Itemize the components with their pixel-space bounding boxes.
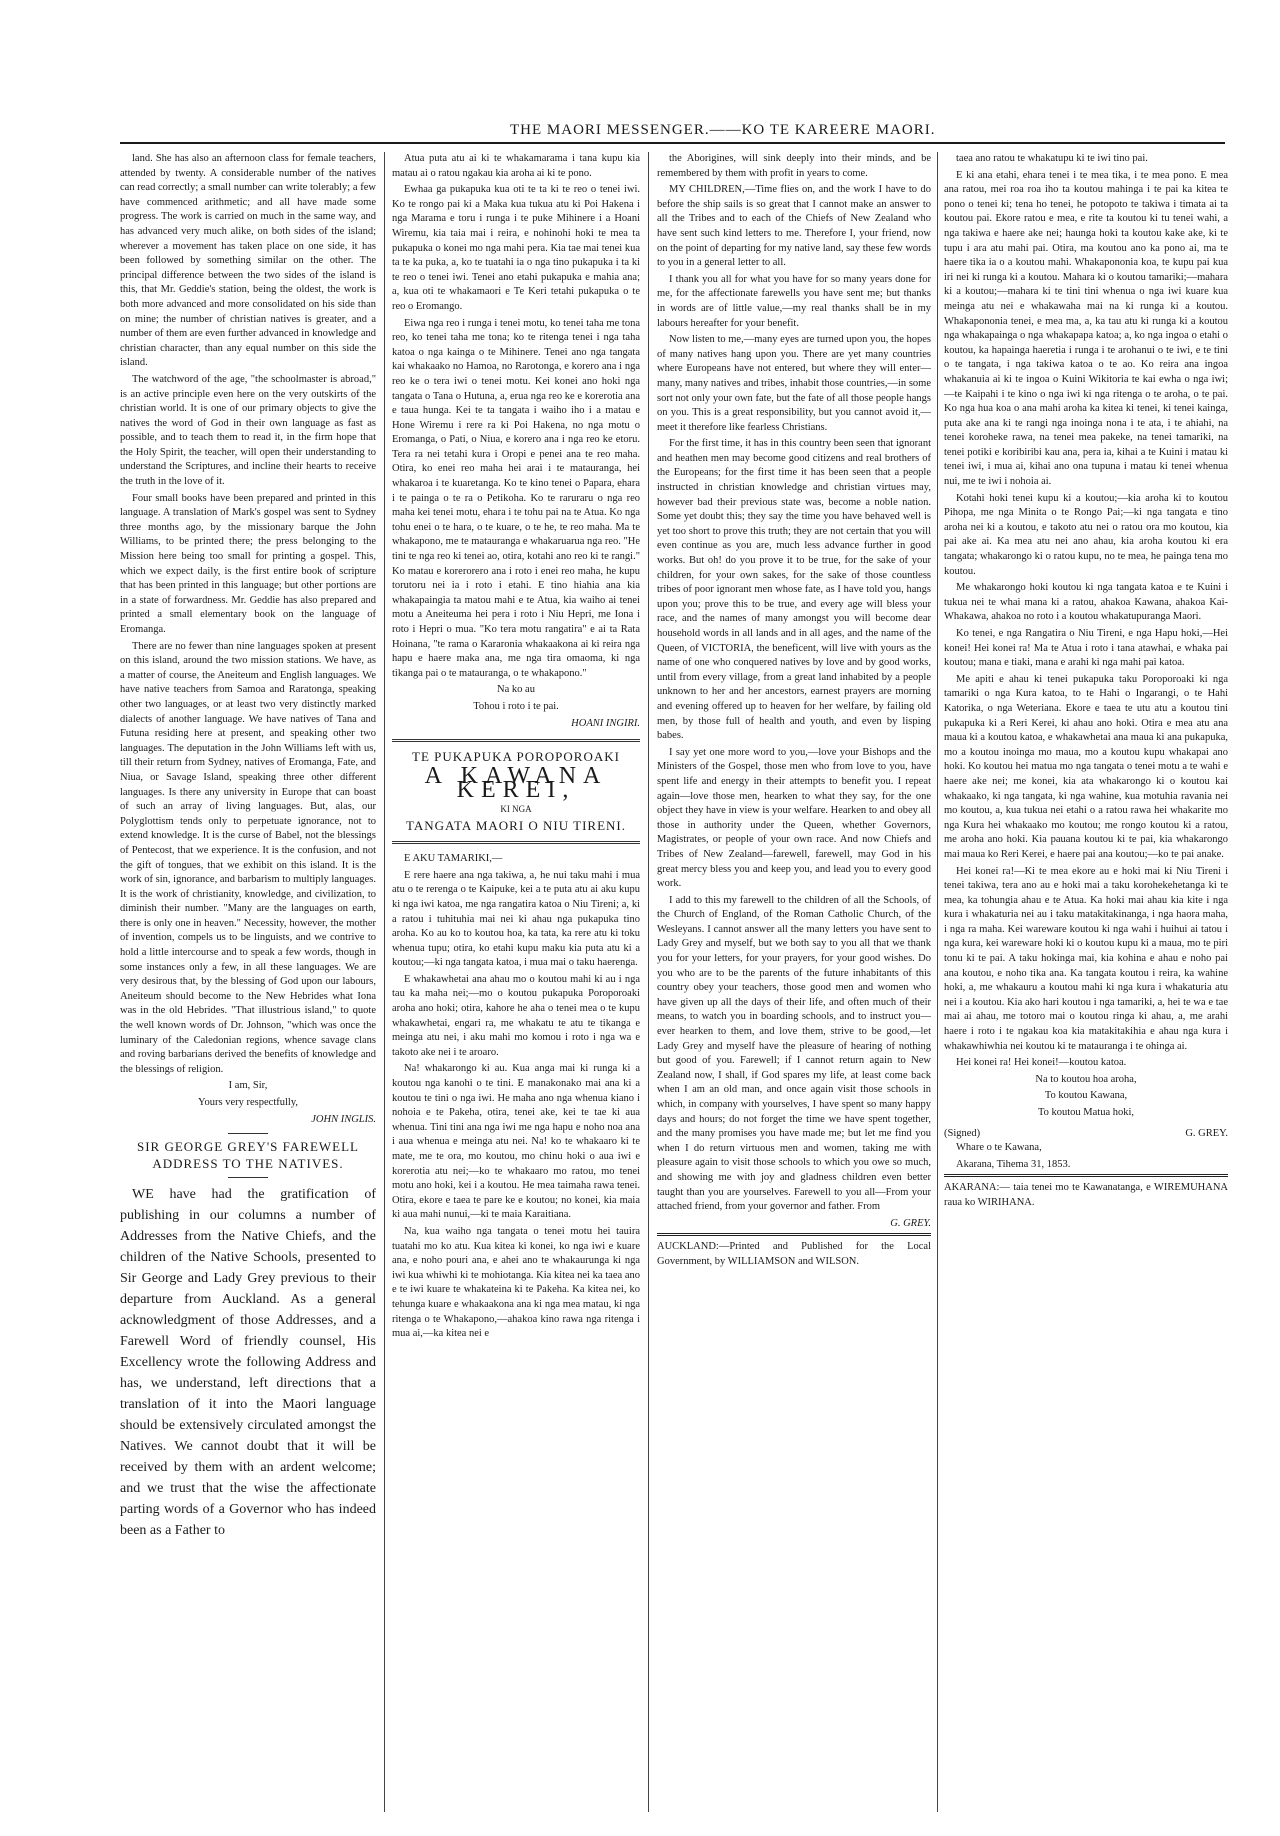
- article-subheading: ADDRESS TO THE NATIVES.: [152, 1155, 344, 1171]
- paragraph: Ewhaa ga pukapuka kua oti te ta ki te reo o tenei iwi. Ko te rongo pai ki a Maka kua tukua atu ki Poi Hakena i nga Marama e toru i runga i te puke Mihinere i a Hoani Wiremu, kia taia mai i reira, e nohinohi hoki te mea ta pukapuka o konei mo nga mahi pera. Kia tae mai tenei kua ta te ka puka, a, ko te tuatahi ia o nga tino pukapuka i ta ki te reo o tenei iwi. Tenei ano etahi pukapuka e mahia ana; a, kua oti te whakamaori e Te Keri tetahi pukapuka o te reo o Eromango.: [392, 184, 640, 312]
- letter-signature: G. GREY.: [890, 1217, 931, 1229]
- paragraph: Kotahi hoki tenei kupu ki a koutou;—kia aroha ki to koutou Pihopa, me nga Minita o te Rongo Pai;—ki nga tangata e tino aroha nei ki a koutou, e takoto atu nei o ratou ora mo koutou, kia pai ake ai. Ka mea atu nei ano ahau, kia aroha koutou ki era tangata; whakarongo ki o ratou kupu, no te mea, he painga tena mo koutou.: [944, 492, 1228, 577]
- letter-closing: To koutou Matua hoki,: [1037, 1107, 1135, 1118]
- salutation: E AKU TAMARIKI,—: [404, 853, 503, 865]
- paragraph: MY CHILDREN,—Time flies on, and the work I have to do before the ship sails is so great that I cannot make an answer to all the Tribes and to each of the Chiefs of New Zealand who have sent such kind letters to me. Therefore I, your friend, now on the point of departing for my native land, say these few words to you in a general letter to all.: [657, 184, 931, 269]
- dateline: Akarana, Tihema 31, 1853.: [956, 1158, 1071, 1170]
- paragraph: Me whakarongo hoki koutou ki nga tangata katoa e te Kuini i tukua nei te whai mana ki a ratou, ahakoa Kawana, ahakoa Kai-Whakawa, ahakoa no roto i a koutou whakatupuranga Maori.: [944, 582, 1228, 623]
- letter-signature: JOHN INGLIS.: [311, 1113, 376, 1125]
- signature-line: [944, 1127, 1228, 1142]
- column-divider: [937, 152, 938, 1812]
- paragraph: I add to this my farewell to the children of all the Schools, of the Church of England, of the Roman Catholic Church, of the Wesleyans. I cannot answer all the many letters you have sent to Lady Grey and myself, but we both say to you all that we thank you for your letters, for your prayers, for your good wishes. Do you who are to be the parents of the future inhabitants of this country obey your teachers, those good men and women who have given up all the days of their life, and often much of their means, to watch you in boarding schools, and to instruct you—ever hearken to them, and love them, strive to be good,—let Lady Grey and myself have the pleasure of hearing of nothing but good of you. Farewell; if I cannot return again to New Zealand now, I shall, if God spares my life, at least come back when I am an old man, and once again visit those schools in which, in company with yourselves, I have spent so many happy days and hours; do not forget the time we have spent together, and the many promises you have made me; but let me find you when I do return virtuous men and women, taking me with pleasure again to visit those schools to which you owe so much, and showing me with joy and gladness children even better taught than you are yourselves. Farewell to you all—From your attached friend, from your governor and father. From: [657, 894, 931, 1213]
- column-divider: [384, 152, 385, 1812]
- paragraph: land. She has also an afternoon class for female teachers, attended by twenty. A considerable number of the natives can read correctly; a small number can write tolerably; a few have commenced arithmetic; and all have made some progress. The work is carried on much in the same way, and has advanced very much alike, on both sides of the island; wherever a movement has taken place on one side, it has been followed by something similar on the other. The principal difference between the two sides of the island is this, that Mr. Geddie's station, being the oldest, the work is both more advanced and more consolidated on his side than on mine; the number of christian natives is greater, and a number of them are even further advanced in knowledge and christian character, than any equal number on this side the island.: [120, 153, 376, 369]
- letter-closing: I am, Sir,: [228, 1080, 268, 1092]
- newspaper-page: [40, 112, 1240, 1822]
- paragraph: Now listen to me,—many eyes are turned upon you, the hopes of many natives hang upon you. There are yet many countries where Europeans have not entered, but where they will enter—many, many natives and tribes, inhabit those countries,—in some sort not only your own fate, but the fate of all those people hangs on you. This is a great responsibility, but you cannot avoid it,—meet it therefore like fearless Christians.: [657, 334, 931, 433]
- letter-closing: Yours very respectfully,: [197, 1097, 299, 1108]
- letter-closing: Na ko au: [497, 684, 535, 696]
- paragraph: For the first time, it has in this country been seen that ignorant and heathen men may become good citizens and real brothers of the Europeans; for the first time it has been seen that a people instructed in christian knowledge and christian virtues may, however bad their previous state was, become a noble nation. Some yet doubt this; they say the time you have behaved well is yet too short to prove this truth; they are not certain that you will even continue as you are, much less advance further in good works. But oh! do you prove it to be true, for the sake of your children, for your own sakes, for the sake of those countless tribes of poor ignorant men whose fate, as I have told you, hangs upon you; prove this to be true, and every age will bless your race, and the names of many amongst you will become dear household words in all lands and in all ages, and the name of the Queen, of VICTORIA, the beneficent, will live with yours as the name of one who conquered natives by love and by good works, until from every village, from a great land inhabited by a people unknown to her and her ancestors, earnest prayers are morning and evening offered up to heaven for her welfare, by failing old men, by those full of health and youth, and even by lisping babes.: [657, 438, 931, 742]
- section-rule: [392, 739, 640, 742]
- paragraph: Atua puta atu ai ki te whakamarama i tana kupu kia matau ai o ratou ngakau kia aroha ai ki te pono.: [392, 153, 640, 179]
- paragraph: Na! whakarongo ki au. Kua anga mai ki runga ki a koutou nga kanohi o te tini. E manakonako mai ana ki a koutou te tini o nga iwi. He maha ano nga whenua kiano i nohoia e te Pakeha, otira, tenei ake, kei te tae ki aua whenua. Tini tini ana nga iwi me nga hapu e noho noa ana i aua whenua e meinga atu nei. Na! ko te whakaaro ki te mate, me te ora, mo koutou, mo chinu hoki o aua iwi e korerotia atu nei;—ko te whakaaro mo ratou, mo tenei motu ano hoki, kei i a koutou. He mea taimaha rawa tenei. Otira, ekore e taea te pare ke e koutou; no konei, kia maia ki aua mahi nunui,—ki te maia Karaitiana.: [392, 1063, 640, 1221]
- section-rule: [228, 1177, 268, 1178]
- letter-signature: G. GREY.: [1185, 1127, 1228, 1139]
- article-intro: WE have had the gratification of publishing in our columns a number of Addresses from the Native Chiefs, and the children of the Native Schools, presented to Sir George and Lady Grey previous to their departure from Auckland. As a general acknowledgment of those Addresses, and a Farewell Word of friendly counsel, His Excellency wrote the following Address and has, we understand, left directions that a translation of it into the Maori language should be extensively circulated amongst the Natives. We cannot doubt that it will be received by them with an ardent welcome; and we trust that the wise the affectionate parting words of a Governor who has indeed been as a Father to: [120, 1187, 376, 1539]
- paragraph: I thank you all for what you have for so many years done for me, for the affectionate farewells you have sent me; but thanks in words are of little value,—my real thanks shall be in my labours hereafter for your benefit.: [657, 273, 931, 329]
- article-heading: TE PUKAPUKA POROPOROAKI: [412, 749, 620, 765]
- paragraph: Eiwa nga reo i runga i tenei motu, ko tenei taha me tona reo, ko tenei taha me tona; ko te ritenga tenei i nga taha katoa o nga kainga o te Mihinere. Tenei ano nga tangata kai whakaako no Hamoa, no Rarotonga, e korero ana i nga reo ke o tera iwi o tenei motu. Kei konei ano hoki nga tangata o Tana o Hutuna, a, erua nga reo ke e korerotia ana e taua hunga. Kei te ta tangata i waiho iho i a matau e Hone Wiremu i rere ra ki Poi Hakena, no nga motu o Eromanga, o Pati, o Niua, e korero ana i nga reo ke etoru. Tera ra nei tetahi kura i Oropi e penei ana te reo maha. Otira, ko enei reo maha hei arai i te matauranga, hei whakaroa i te kuaretanga. Ko te kino tenei o Papara, ehara i te painga o te ra o Petikoha. Ko te raruraru o nga reo maha kei tenei motu, ehara i te tohu pai na te Atua. Ko nga tohu enei o te hara, o te kuare, o te he, te reo maha. Ma te whakapono, me te matauranga e whakaruarua nga reo. "He tini te nga reo ki tenei ao, otira, kotahi ano reo ki te rangi." Ko matau e korerorero ana i roto i enei reo maha, he kupu torutoru nei ia i roto i etahi. E tino hiahia ana kia whakapaingia ta matou mahi e te Atua, kia waiho ai tenei motu a Aneiteuma hei pera i roto i Niu Hepri, me Iona i roto i Hepri o mua. "Ko tera motu rangatira" e ai ta Rata Hoinana, "te rama o Kararonia whakaakona ai ki reira nga hapu e haere maka ana, me nga tira omaoma, ki nga tikanga pai o te matauranga, o te whakapono.": [392, 317, 641, 679]
- page-header: THE MAORI MESSENGER.——KO TE KAREERE MAORI.: [510, 122, 936, 138]
- paragraph: the Aborigines, will sink deeply into their minds, and be remembered by them with profit in years to come.: [657, 153, 931, 179]
- paragraph: E whakawhetai ana ahau mo o koutou mahi ki au i nga tau ka maha nei;—mo o koutou pukapuka Poroporoaki aroha ano hoki; otira, kahore he aha o tenei mea o te kupu whakawhetai, engari ra, me whakatu te atu te tikanga e meinga atu nei, i aku mahi mo komou i roto i nga wa e takoto ake nei i te aroaro.: [392, 973, 640, 1058]
- paragraph: Ko tenei, e nga Rangatira o Niu Tireni, e nga Hapu hoki,—Hei konei! Hei konei ra! Ma te Atua i roto i tana atawhai, e whaka pai koutou; mana e tiaki, mana e arahi ki nga mahi pai katoa.: [944, 628, 1228, 669]
- header-rule: [120, 142, 1225, 144]
- paragraph: E rere haere ana nga takiwa, a, he nui taku mahi i mua atu o te rerenga o te Kaipuke, kei a te puta atu ai aku kupu ki nga iwi katoa, me nga rangatira katoa o Niu Tireni; a, ki a ratou i tuhituhia mai nei ki ahau nga pukapuka tino aroha. Ko au ko to koutou hoa, ka tata, ka rere atu ki toku whenua tupu; otira, ko etahi kupu maku kia puta atu ki a koutou;—ki nga tangata katoa, i mua mai o taku haerenga.: [392, 869, 640, 969]
- paragraph: Hei konei ra! Hei konei!—koutou katoa.: [956, 1057, 1127, 1069]
- paragraph: taea ano ratou te whakatupu ki te iwi tino pai.: [956, 153, 1148, 164]
- article-subheading: TANGATA MAORI O NIU TIRENI.: [405, 817, 627, 833]
- column-2: [392, 152, 640, 1344]
- article-title: A KAWANA KEREI,: [424, 762, 608, 804]
- section-rule: [392, 841, 640, 844]
- paragraph: Me apiti e ahau ki tenei pukapuka taku Poroporoaki ki nga tamariki o nga Kura katoa, to te Hahi o Ingarangi, o te Hahi Katorika, o nga Weteriana. Ekore e taea te utu atu a koutou tini pukapuka ki a Reri Kerei, ki ahau ano hoki. Otira e mea atu ana maua ki a koutou katoa, e whakawhetai ana maua ki ana pukapuka, mo a koutou inoinga mo maua, mo a koutou kupu whakapai ano hoki. Ko koutou hei matua mo nga tangata o tenei motu a te wahi e haere ake nei; me konei, kia ata whakarongo ki o koutou kai whakaako, ki nga tangata, ki nga wahine, kua motuhia ravania nei mo koutou, a, kua tukua nei etahi o a ratou rawa hei whakarite mo nga Kura hei whakaako mo koutou; me rongo koutou ki a ratou, me aroha ano hoki. Kia pauana koutou ki te pai, kia whakarongo mai maua ko Reri Kerei, e haere pai ana koutou;—ko te pai anake.: [944, 673, 1228, 860]
- paragraph: Na, kua waiho nga tangata o tenei motu hei tauira tuatahi mo ko atu. Kua kitea ki konei, ko nga iwi e kuare ana, e noho pouri ana, e ahei ano te whakaurunga ki nga iwi kua whiwhi ki te mohiotanga. Kia kitea nei ka taea ano e te iwi kuare te whakateina ki te Pakeha. Ka kitea nei, ko tehunga kuare e whakaakona ana ki nga mea matau, ki nga ritenga o te Whakapono,—ahakoa kino rawa nga ritenga i mua ai,—ka kitea nei e: [392, 1225, 640, 1340]
- article-heading: SIR GEORGE GREY'S FAREWELL: [136, 1139, 359, 1155]
- letter-signature: HOANI INGIRI.: [571, 717, 640, 729]
- letter-closing: Na to koutou hoa aroha,: [1035, 1073, 1137, 1085]
- paragraph: There are no fewer than nine languages spoken at present on this island, around the two mission stations. We have, as a matter of course, the Aneiteum and English languages. We have native teachers from Samoa and Raratonga, speaking other two languages, or at least two very distinctly marked dialects of another language. We have natives of Tana and Futuna residing here at present, and speaking other two languages. The deputation in the John Williams left with us, till their return from Sydney, natives of Eromanga, Fate, and Niua, or Savage Island, speaking three other different languages. Is there any university in Europe that can boast of such an array of living languages. But, alas, our Polyglottism tends only to perpetuate ignorance, not to extend knowledge. It is the curse of Babel, not the blessings of Pentecost, that we experience. It is the confusion, and not the gift of tongues, that we exhibit on this island. It is the work of sin, ignorance, and barbarism to multiply languages. It is the work of christianity, knowledge, and civilization, to diminish their number. "Many are the languages on earth, there is only one in heaven." Necessity, however, the mother of invention, compels us to be linguists, and we contrive to hold a little intercourse and to speak a few words, though in some instances only a few, in all these languages. We are very desirous that, by the blessing of God upon our labours, Aneiteum should become to the New Hebrides what Iona was in the old Hebrides. "That illustrious island," to quote the well known words of Dr. Johnson, "which was once the luminary of the Caledonian regions, whence savage clans and roving barbarians derived the benefits of knowledge and the blessings of religion.: [120, 640, 376, 1075]
- column-divider: [648, 152, 649, 1812]
- column-4: [944, 152, 1228, 1213]
- paragraph: E ki ana etahi, ehara tenei i te mea tika, i te mea pono. E mea ana ratou, mei roa roa iho ta koutou mahinga i te pai ka kitea te pono o tenei ki; tena ho tenei, he potopoto te takiwa i timata ai ta koutou pai. Ekore ratou e mea, e rite ta koutou ki tu tenei wahi, a nga takiwa e haere ake nei; haunga hoki ta koutou kake ake, ki te tupu i ara atu mahi pai. Otira, ma koutou ano ka pono ai, ma te haere tika ia o a koutou mahi. Whakapononia koa, te kupu pai kua iri nei ki runga ki a koutou. Mahara ki o koutou tamariki;—mahara ki a koutou;—mahara ki te tini tini whenua o nga iwi kuare kua meinga atu nei e whakawaha mai na ki runga ki a koutou. Whakapononia tenei, e mea ma, a, ka tau atu ki runga ki a koutou nga whakapainga o nga whakapapa katoa; a, ko nga ingoa o etahi o koutou, ka hapainga haeretia i runga i te arohanui o te iwi, e te tini o te tangata, i nga takiwa katoa o te ao. Ko reira ana ingoa whakanuia ai ki te ingoa o Kuini Wikitoria te kai ewha o nga iwi;—te Kaipahi i te kino o nga iwi ki nga ritenga o te aroha, o te pai. Ko nga hua koa o ana mahi aroha ka kitea ki tenei, ki tenei kainga, puta ake ana ki te rangi nga inoinga nona i te ata, i te ahiahi, na tenei koroheke rawa, na tenei mea pakeke, na tenei tamariki, na tenei potiki e koribiribi kau ana, pera ia, kihai a te Kuini i matau ki tenei iwi, i mua ai, kihai ano ona tupuna i matau ki tenei whenua nui, me te iwi i nohoia ai.: [944, 169, 1228, 488]
- signed-label: (Signed): [944, 1127, 981, 1139]
- paragraph: The watchword of the age, "the schoolmaster is abroad," is an active principle even here on the very outskirts of the christian world. It is one of our primary objects to give the natives the word of God in their own language as fast as possible, and to teach them to read it, in the firm hope that the Holy Spirit, the teacher, will open their understanding to understand the Scriptures, and incline their hearts to receive the truth in the love of it.: [120, 373, 376, 488]
- paragraph: Hei konei ra!—Ki te mea ekore au e hoki mai ki Niu Tireni i tenei takiwa, tera ano au e hoki mai a taku korohekehetanga ki te mea, ka tohungia ahau e te Atua. Ka hoki mai ahau kia kite i nga kura i whakaturia nei au i taku matakitakinanga, i nga haora maha, i nga ra maha. Kei wareware koutou ki nga wahi i huihui ai tatou i nga kura, kei wareware hoki ki o koutou kupu ki a maua, mo te piri tonu ki te pai. A taku hokinga mai, kia kohina e ahau e noho pai ana koutou, e noho tika ana. Ka tangata koutou i reira, ka wahine hoki, a, me whakauru a koutou mahi ki nga kura i whakaturia atu nei i a koutou. Kia ako hari koutou i nga tamariki, a, hei te wa e tae mai ai ahau, me totoro mai o koutou ringa ki ahau, a, me arahi haere i roto i te ngakau koa kia matakitakihia e ahau nga kura i whakawhiwhia nei koutou ki te matauranga i te ohinga ai.: [944, 865, 1228, 1052]
- paragraph: I say yet one more word to you,—love your Bishops and the Ministers of the Gospel, those men who from love to you, have spent life and energy in their attempts to benefit you. I repeat again—love those men, hearken to what they say, for the one object they have in view is your welfare. Hearken to and obey all those in authority under the Queen, whether Governors, Magistrates, or people of your own race. And now Chiefs and Tribes of New Zealand—farewell, farewell, may God in his great mercy bless you and keep you, and lead you to every good work.: [657, 746, 931, 890]
- letter-closing: Tohou i roto i te pai.: [473, 700, 559, 712]
- article-heading-ki: KI NGA: [500, 803, 532, 814]
- section-rule: [228, 1133, 268, 1134]
- dateline: Whare o te Kawana,: [956, 1142, 1042, 1154]
- paragraph: Four small books have been prepared and printed in this language. A translation of Mark's gospel was sent to Sydney three months ago, by the missionary barque the John Williams, to be printed there; the press belonging to the Mission here being too small for printing a gospel. This, which we expect daily, is the first entire book of scripture that has been printed in this language; but other portions are in a state of forwardness. Mr. Geddie has also prepared and printed a small elementary book on the language of Eromanga.: [120, 492, 376, 635]
- imprint: AUCKLAND:—Printed and Published for the Local Government, by WILLIAMSON and WILSON.: [657, 1233, 931, 1269]
- imprint: AKARANA:— taia tenei mo te Kawanatanga, e WIREMUHANA raua ko WIRIHANA.: [944, 1174, 1228, 1210]
- letter-closing: To koutou Kawana,: [1044, 1090, 1128, 1102]
- column-3: [657, 152, 931, 1272]
- column-1: [120, 152, 376, 1543]
